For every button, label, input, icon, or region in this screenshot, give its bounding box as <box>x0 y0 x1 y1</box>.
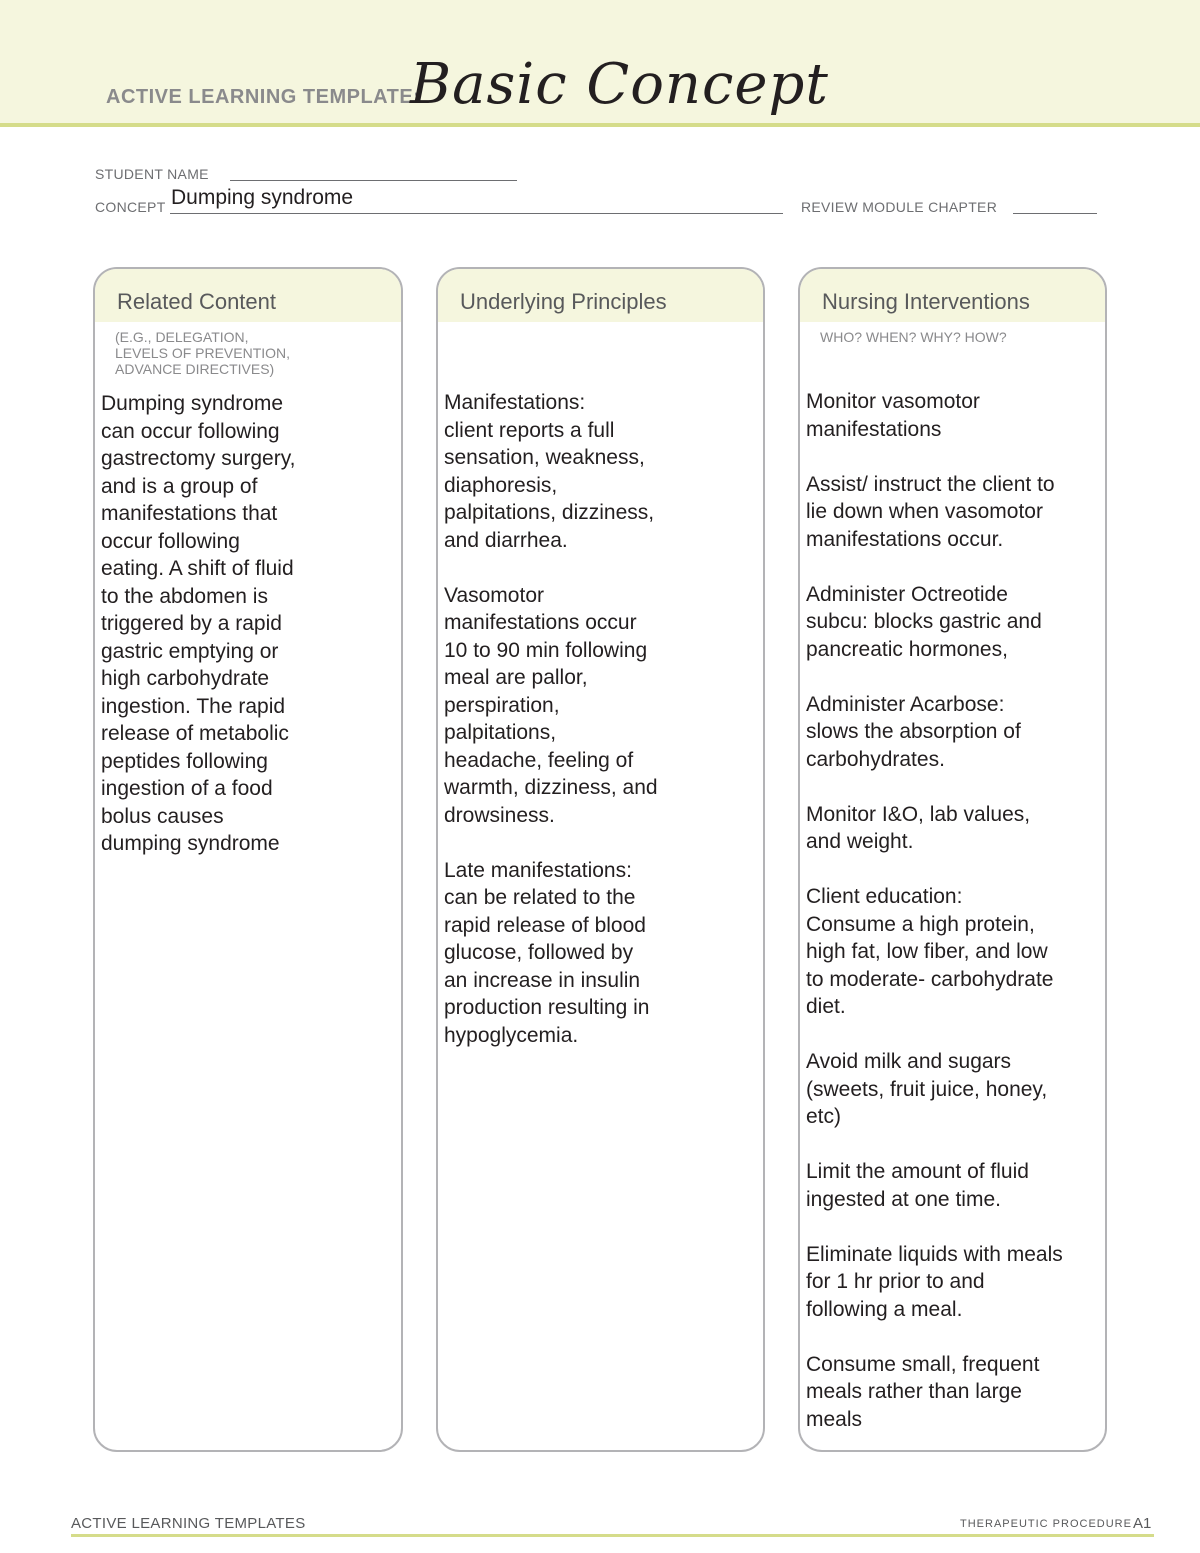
underlying-principles-title: Underlying Principles <box>460 289 667 314</box>
underlying-principles-card <box>436 267 765 1452</box>
page-number: A1 <box>1133 1515 1152 1532</box>
review-module-field[interactable] <box>1013 213 1097 214</box>
nursing-interventions-title: Nursing Interventions <box>822 289 1030 314</box>
footer-left-label: ACTIVE LEARNING TEMPLATES <box>71 1515 306 1532</box>
concept-label: CONCEPT <box>95 199 166 215</box>
footer-right-label: THERAPEUTIC PROCEDURE <box>960 1518 1132 1530</box>
student-name-label: STUDENT NAME <box>95 166 209 182</box>
underlying-principles-body: Manifestations: client reports a full sensation, weakness, diaphoresis, palpitations, dizziness, and diarrhea. Vasomotor manifestations occur 10 to 90 min following meal are pallor, perspiration, palpitations, headache, feeling of warmth, dizziness, and drowsiness. Late manifestations: can be related to the rapid release of blood glucose, followed by an increase in insulin production resulting in hypoglycemia. <box>444 391 658 1047</box>
related-content-title: Related Content <box>117 289 276 314</box>
nursing-interventions-card <box>798 267 1107 1452</box>
page-title: Basic Concept <box>410 52 829 117</box>
footer-divider <box>71 1534 1154 1537</box>
related-content-subtitle: (E.G., DELEGATION, LEVELS OF PREVENTION, ADVANCE DIRECTIVES) <box>115 329 291 377</box>
related-content-body: Dumping syndrome can occur following gastrectomy surgery, and is a group of manifestations that occur following eating. A shift of fluid to the abdomen is triggered by a rapid gastric emptying or high carbohydrate ingestion. The rapid release of metabolic peptides following ingestion of a food bolus causes dumping syndrome <box>101 392 296 855</box>
header-divider <box>0 123 1200 127</box>
concept-value: Dumping syndrome <box>171 186 354 209</box>
nursing-interventions-subtitle: WHO? WHEN? WHY? HOW? <box>820 329 1007 345</box>
review-module-label: REVIEW MODULE CHAPTER <box>801 199 998 215</box>
concept-field[interactable] <box>170 213 783 214</box>
student-name-field[interactable] <box>230 180 517 181</box>
nursing-interventions-body: Monitor vasomotor manifestations Assist/ instruct the client to lie down when vasomotor manifestations occur. Administer Octreotide subcu: blocks gastric and pancreatic hormones, Administer Acarbose: slows the absorption of carbohydrates. Monitor I&O, lab values, and weight. Client education: Consume a high protein, high fat, low fiber, and low to moderate- carbohydrate diet. Avoid milk and sugars (sweets, fruit juice, honey, etc) Limit the amount of fluid ingested at one time. Eliminate liquids with meals for 1 hr prior to and following a meal. Consume small, frequent meals rather than large meals <box>806 390 1063 1431</box>
template-label: ACTIVE LEARNING TEMPLATE: <box>106 86 421 108</box>
related-content-card <box>93 267 403 1452</box>
